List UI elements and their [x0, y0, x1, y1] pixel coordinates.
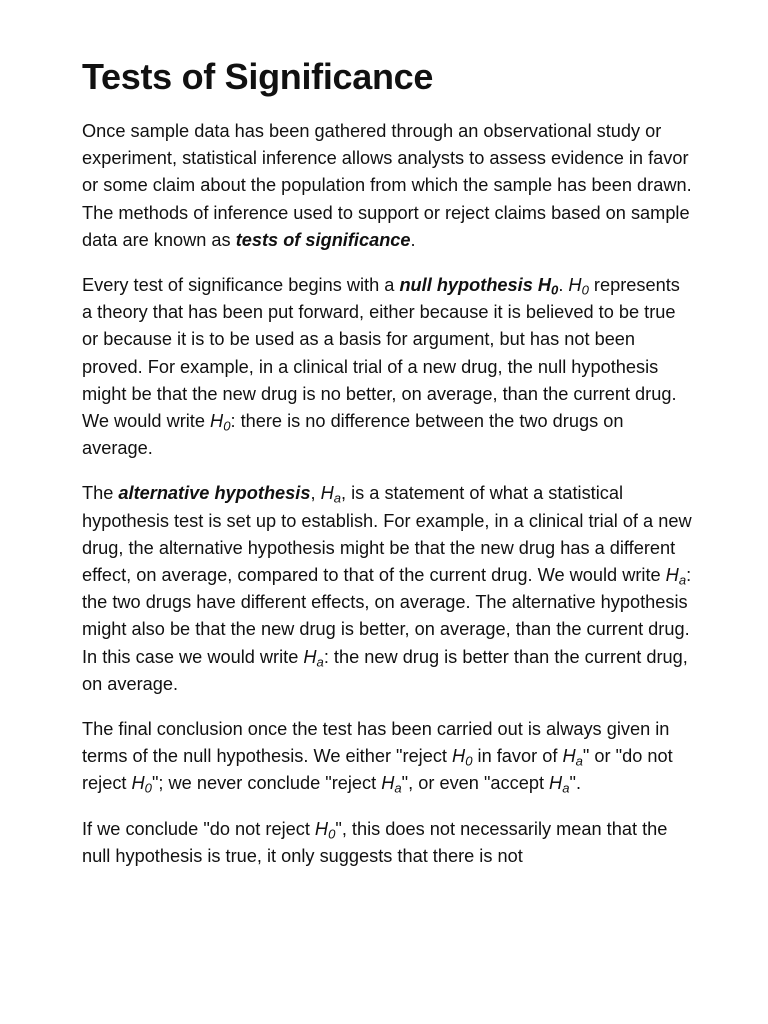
paragraph-alternative-hypothesis — [82, 480, 694, 698]
text: The final conclusion once the test has been carried out is always given in terms of the null hypothesis. We either "reject — [82, 719, 670, 767]
text: in favor of — [472, 746, 563, 767]
symbol-h0: $H_0$ — [131, 773, 152, 797]
text: ", or even "accept — [401, 773, 550, 794]
symbol-h0: $H_0$ — [568, 275, 589, 298]
text: , is a statement of what a statistical hypothesis test is set up to establish. For example, in a clinical trial of a new drug, the alternative hypothesis might be that the new drug has a different effect, on average, compared to that of the current drug. We would write — [82, 483, 692, 586]
text: ". — [569, 773, 581, 794]
text: ", this does not necessarily mean that the null hypothesis is true, it only suggests that there is not — [82, 818, 668, 866]
text: : the new drug is better than the current drug, on average. — [82, 646, 688, 694]
text: " or "do not reject — [82, 746, 673, 794]
symbol-ha: $H_a$ — [381, 773, 402, 797]
symbol-h0: $H_0$ — [314, 818, 336, 842]
symbol-h0: $H_0$ — [452, 746, 473, 769]
text: , — [310, 483, 321, 504]
paragraph-intro — [82, 118, 694, 254]
symbol-h0: $H_0$ — [210, 411, 231, 434]
text: . — [558, 275, 569, 296]
text: Once sample data has been gathered through an observational study or experiment, statistical inference allows analysts to assess evidence in favor or some claim about the population from which the sample has been drawn. The methods of inference used to support or reject claims based on sample data are known as — [82, 121, 692, 250]
text: If we conclude "do not reject — [82, 818, 315, 839]
symbol-ha: $H_a$ — [665, 565, 687, 588]
symbol-ha: $H_a$ — [303, 646, 324, 670]
text: Every test of significance begins with a — [82, 275, 400, 296]
symbol-ha: $H_a$ — [549, 773, 570, 797]
text: represents a theory that has been put forward, either because it is believed to be true or because it is to be used as a basis for argument, but has not been proved. For example, in a clinical trial of a new drug, the null hypothesis might be that the new drug is no better, on average, than the current drug. We would write — [82, 275, 680, 432]
paragraph-conclusion — [82, 716, 694, 798]
page-title: Tests of Significance — [82, 56, 434, 97]
term-null-hypothesis: null hypothesis $H_0$ — [399, 275, 559, 298]
paragraph-null-hypothesis — [82, 272, 694, 462]
text: The — [82, 483, 119, 504]
term-tests-of-significance: tests of significance — [235, 229, 411, 250]
paragraph-do-not-reject — [82, 816, 694, 870]
text: : there is no difference between the two drugs on average. — [82, 411, 624, 459]
text: : the two drugs have different effects, on average. The alternative hypothesis might also be that the new drug is better, on average, than the current drug. In this case we would write — [82, 565, 692, 667]
text: . — [410, 229, 416, 250]
article — [82, 52, 694, 870]
symbol-ha: $H_a$ — [562, 746, 583, 769]
symbol-ha: $H_a$ — [320, 483, 341, 507]
text: "; we never conclude "reject — [151, 773, 382, 794]
term-alternative-hypothesis: alternative hypothesis — [118, 483, 311, 504]
